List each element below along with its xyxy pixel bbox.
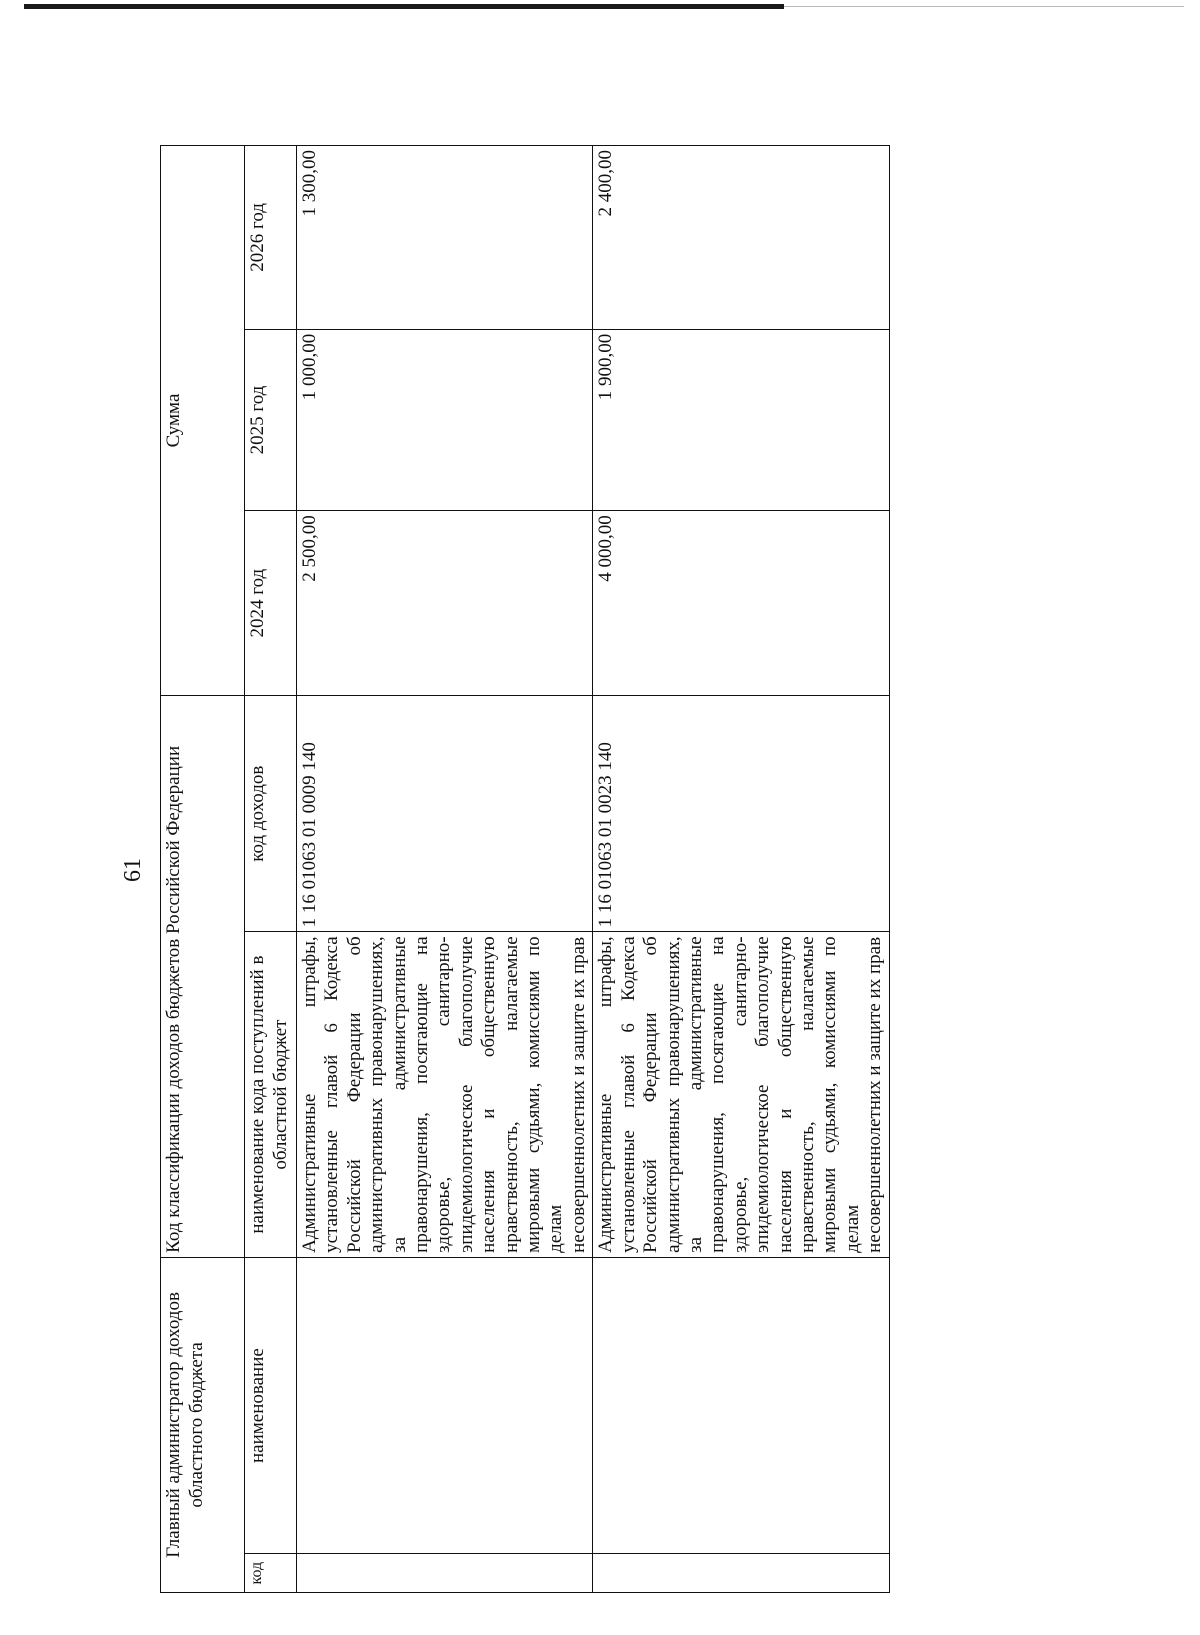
- header-income-name: наименование кода поступлений в областной бюджет: [245, 932, 297, 1257]
- row-income-description-last: несовершеннолетних и защите их прав: [567, 936, 589, 1253]
- row-income-description-last: несовершеннолетних и защите их прав: [864, 936, 886, 1253]
- table-row: [593, 146, 889, 1593]
- header-year-2025: 2025 год: [245, 329, 297, 511]
- header-row-1: [161, 146, 245, 1593]
- row-income-description: [593, 932, 889, 1257]
- scan-edge-line: [784, 6, 1184, 7]
- header-sum-group: Сумма: [161, 146, 245, 696]
- row-income-code: 1 16 01063 01 0023 140: [593, 696, 889, 932]
- header-year-2026: 2026 год: [245, 146, 297, 330]
- header-row-2: [245, 146, 297, 1593]
- row-kod: [297, 1554, 593, 1593]
- table-row: [297, 146, 593, 1593]
- scan-edge-mark: [24, 4, 784, 9]
- row-income-code: 1 16 01063 01 0009 140: [297, 696, 593, 932]
- header-classification-group: Код классификации доходов бюджетов Российской Федерации: [161, 696, 245, 1258]
- row-amount-2025: 1 000,00: [297, 329, 593, 511]
- header-year-2024: 2024 год: [245, 511, 297, 696]
- row-amount-2026: 2 400,00: [593, 146, 889, 330]
- header-kod: код: [245, 1554, 297, 1593]
- row-income-description: [297, 932, 593, 1257]
- row-amount-2024: 4 000,00: [593, 511, 889, 696]
- row-name: [297, 1257, 593, 1553]
- page-number: 61: [120, 858, 146, 882]
- header-income-code: код доходов: [245, 696, 297, 932]
- row-income-description-main: Административные штрафы, установленные главой 6 Кодекса Российской Федерации об административных правонарушениях, за административные правонарушения, посягающие на здоровье, санитарно-эпидемиологическое благополучие населения и общественную нравственность, налагаемые мировыми судьями, комиссиями по делам: [595, 936, 863, 1253]
- revenue-table: [160, 145, 890, 1593]
- row-amount-2024: 2 500,00: [297, 511, 593, 696]
- row-amount-2026: 1 300,00: [297, 146, 593, 330]
- row-kod: [593, 1554, 889, 1593]
- rotated-page: [110, 125, 890, 1615]
- row-amount-2025: 1 900,00: [593, 329, 889, 511]
- header-admin-group: Главный администратор доходов областного бюджета: [161, 1257, 245, 1592]
- row-income-description-main: Административные штрафы, установленные главой 6 Кодекса Российской Федерации об административных правонарушениях, за административные правонарушения, посягающие на здоровье, санитарно-эпидемиологическое благополучие населения и общественную нравственность, налагаемые мировыми судьями, комиссиями по делам: [299, 936, 567, 1253]
- row-name: [593, 1257, 889, 1553]
- header-name: наименование: [245, 1257, 297, 1553]
